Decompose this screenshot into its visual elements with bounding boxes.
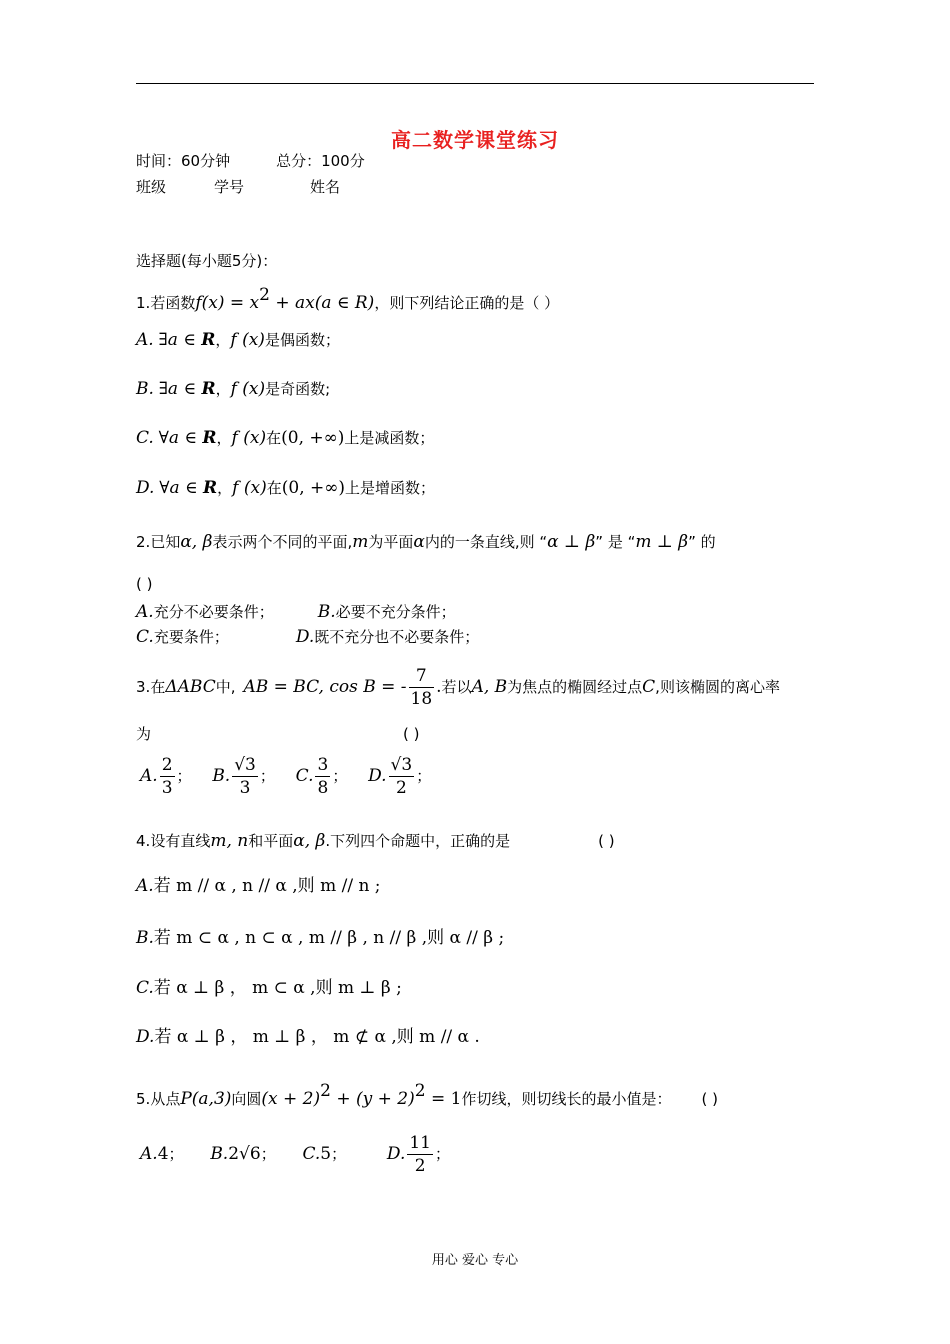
set-r: R xyxy=(203,478,218,498)
question-number: 4. xyxy=(136,832,151,850)
q3-line2 xyxy=(136,724,420,744)
q2-m: m xyxy=(352,532,369,552)
option-label: A. xyxy=(140,766,158,786)
q4-option-b xyxy=(136,928,504,948)
q2-t1: 已知 xyxy=(150,533,181,551)
frac-num: √3 xyxy=(390,755,413,775)
score-label: 总分：100分 xyxy=(276,152,365,170)
option-text: 必要不充分条件； xyxy=(335,603,456,621)
option-label: A. xyxy=(136,876,154,896)
q4-option-d xyxy=(136,1027,480,1047)
option-label: D. xyxy=(386,1144,406,1164)
q3-c: C xyxy=(642,677,656,697)
fx: f (x) xyxy=(230,330,265,350)
q5-circle-b: + (y + 2) xyxy=(330,1089,415,1109)
set-r: R xyxy=(202,428,217,448)
frac-num: 11 xyxy=(409,1133,431,1153)
option-value: 5 xyxy=(320,1144,332,1164)
q3-tri: ΔABC xyxy=(165,677,216,697)
option-label: B. xyxy=(136,379,154,399)
q5-options xyxy=(140,1132,450,1177)
option-fraction xyxy=(160,754,175,799)
q2-c1: α ⊥ β xyxy=(547,532,596,552)
tail: ； xyxy=(259,767,275,785)
q1-fx: (x) = x xyxy=(201,293,260,313)
time-label: 时间：60分钟 xyxy=(136,152,231,170)
option-label: C. xyxy=(136,627,154,647)
sep: ， xyxy=(216,429,232,447)
sep: ， xyxy=(215,331,231,349)
number-label: 学号 xyxy=(214,178,245,196)
question-4 xyxy=(136,831,615,851)
q1-pre: 若函数 xyxy=(150,294,196,312)
tail: ； xyxy=(176,767,192,785)
q5-t3: 作切线，则切线长的最小值是： xyxy=(461,1090,672,1108)
q3-dot: . xyxy=(436,677,442,697)
option-text: 若 m // α , n // α ,则 m // n ; xyxy=(153,876,381,896)
frac-den: 18 xyxy=(410,689,433,709)
page-title: 高二数学课堂练习 xyxy=(391,128,559,152)
q2-t2: 表示两个不同的平面, xyxy=(212,533,353,551)
option-label: D. xyxy=(136,478,155,498)
option-text: 若 α ⊥ β ， m ⊥ β ， m ⊄ α ,则 m // α . xyxy=(154,1027,480,1047)
q2-t3: 为平面 xyxy=(368,533,414,551)
q2-options-row1 xyxy=(136,602,456,622)
frac-num: √3 xyxy=(234,755,256,775)
option-fraction xyxy=(315,754,330,799)
option-text: 若 α ⊥ β ， m ⊂ α ,则 m ⊥ β ; xyxy=(153,978,402,998)
tail: 上是减函数； xyxy=(344,429,435,447)
q5-t2: 向圆 xyxy=(231,1090,262,1108)
q5-exp1: 2 xyxy=(320,1081,331,1101)
option-fraction xyxy=(407,1132,433,1177)
question-2 xyxy=(136,532,716,552)
tail: 上是增函数； xyxy=(345,479,436,497)
frac-num: 3 xyxy=(317,755,329,775)
option-label: B. xyxy=(210,1144,229,1164)
q4-option-a xyxy=(136,876,381,896)
q3-t6: 为 xyxy=(136,725,152,743)
name-label: 姓名 xyxy=(310,178,341,196)
mid: 在 xyxy=(266,429,282,447)
q4-ab: α, β xyxy=(293,831,326,851)
q2-paren: ( ) xyxy=(136,575,153,593)
interval: (0, +∞) xyxy=(281,478,346,498)
q4-option-c xyxy=(136,978,402,998)
frac-den: 8 xyxy=(317,778,329,798)
q2-ab: α, β xyxy=(180,532,213,552)
option-label: B. xyxy=(212,766,231,786)
q1-option-b xyxy=(136,379,330,399)
q5-circle-a: (x + 2) xyxy=(261,1089,321,1109)
option-label: C. xyxy=(136,428,154,448)
mid: 在 xyxy=(266,479,282,497)
option-value: 4 xyxy=(157,1144,169,1164)
sep: ， xyxy=(215,380,231,398)
q2-options-row2 xyxy=(136,627,479,647)
option-text: 若 m ⊂ α , n ⊂ α , m // β , n // β ,则 α // β ; xyxy=(153,928,505,948)
sep: ； xyxy=(331,1145,347,1163)
interval: (0, +∞) xyxy=(281,428,345,448)
q3-cond: AB = BC, cos B = - xyxy=(243,677,407,697)
option-label: C. xyxy=(302,1144,321,1164)
q4-mn: m, n xyxy=(210,831,249,851)
q3-options xyxy=(140,754,431,799)
option-text: 充分不必要条件； xyxy=(153,603,274,621)
frac-den: 2 xyxy=(414,1156,426,1176)
frac-num: 7 xyxy=(409,665,435,688)
frac-den: 2 xyxy=(395,778,407,798)
option-text: 既不充分也不必要条件； xyxy=(314,628,480,646)
option-value: 2√6 xyxy=(228,1144,261,1164)
set-r: R xyxy=(201,379,216,399)
info-line-time xyxy=(136,151,365,171)
tail: ； xyxy=(332,767,348,785)
q2-t5: ” 是 “ xyxy=(595,533,636,551)
class-label: 班级 xyxy=(136,178,167,196)
option-label: A. xyxy=(136,602,154,622)
frac-num: 2 xyxy=(161,755,173,775)
q5-exp2: 2 xyxy=(414,1081,426,1101)
option-label: A. xyxy=(136,330,154,350)
header-rule xyxy=(136,83,814,84)
q1-option-c xyxy=(136,428,434,448)
option-label: C. xyxy=(295,766,314,786)
option-fraction xyxy=(232,754,258,799)
q3-t4: 为焦点的椭圆经过点 xyxy=(507,678,643,696)
fx: f (x) xyxy=(230,379,266,399)
question-number: 1. xyxy=(136,294,151,312)
q4-t1: 设有直线 xyxy=(150,832,211,850)
q2-alpha: α xyxy=(413,532,425,552)
q2-c2: m ⊥ β xyxy=(635,532,689,552)
q4-t2: 和平面 xyxy=(248,832,294,850)
tail: 是奇函数; xyxy=(265,380,331,398)
sep: ； xyxy=(168,1145,184,1163)
q1-f: f xyxy=(195,293,202,313)
q5-t1: 从点 xyxy=(150,1090,181,1108)
quantifier: ∀a ∈ xyxy=(159,478,204,498)
q1-rest: + ax(a ∈ R) xyxy=(269,293,375,313)
option-label: D. xyxy=(136,1027,155,1047)
quantifier: ∀a ∈ xyxy=(158,428,203,448)
fx: f (x) xyxy=(232,478,267,498)
q5-circle-c: = 1 xyxy=(425,1089,462,1109)
question-number: 2. xyxy=(136,533,151,551)
q3-t1: 在 xyxy=(150,678,166,696)
q4-paren: ( ) xyxy=(598,832,615,850)
option-label: B. xyxy=(136,928,154,948)
question-number: 5. xyxy=(136,1090,151,1108)
sep: ； xyxy=(260,1145,276,1163)
option-label: C. xyxy=(136,978,154,998)
q3-paren: ( ) xyxy=(403,725,420,743)
question-3 xyxy=(136,665,780,710)
q2-t6: ” 的 xyxy=(688,533,716,551)
fx: f (x) xyxy=(231,428,267,448)
q1-post: ，则下列结论正确的是（ ） xyxy=(374,294,560,312)
question-number: 3. xyxy=(136,678,151,696)
quantifier: ∃a ∈ xyxy=(158,379,202,399)
q4-t3: .下列四个命题中，正确的是 xyxy=(325,832,511,850)
set-r: R xyxy=(201,330,216,350)
option-fraction xyxy=(389,754,415,799)
option-text: 充要条件； xyxy=(153,628,229,646)
q1-option-d xyxy=(136,478,435,498)
quantifier: ∃a ∈ xyxy=(158,330,202,350)
sep: ； xyxy=(435,1145,451,1163)
q5-p: P(a,3) xyxy=(180,1089,232,1109)
q1-option-a xyxy=(136,330,340,350)
q3-foci: A, B xyxy=(471,677,508,697)
sep: ， xyxy=(217,479,233,497)
question-1 xyxy=(136,285,559,313)
q3-t2: 中, xyxy=(215,678,236,696)
option-label: B. xyxy=(317,602,336,622)
q5-paren: ( ) xyxy=(701,1090,718,1108)
option-label: D. xyxy=(295,627,315,647)
info-line-student xyxy=(136,177,340,197)
page-footer: 用心 爱心 专心 xyxy=(431,1253,519,1268)
option-label: D. xyxy=(368,766,387,786)
tail: 是偶函数； xyxy=(264,331,340,349)
option-label: A. xyxy=(140,1144,158,1164)
section-heading: 选择题(每小题5分)： xyxy=(136,252,278,270)
q3-t3: 若以 xyxy=(441,678,472,696)
q3-t5: ,则该椭圆的离心率 xyxy=(655,678,780,696)
q2-t4: 内的一条直线,则 “ xyxy=(424,533,548,551)
q3-fraction xyxy=(409,665,435,710)
frac-den: 3 xyxy=(161,778,173,798)
frac-den: 3 xyxy=(239,778,251,798)
tail: ； xyxy=(416,767,432,785)
q1-exp: 2 xyxy=(259,285,270,305)
question-5 xyxy=(136,1081,718,1109)
